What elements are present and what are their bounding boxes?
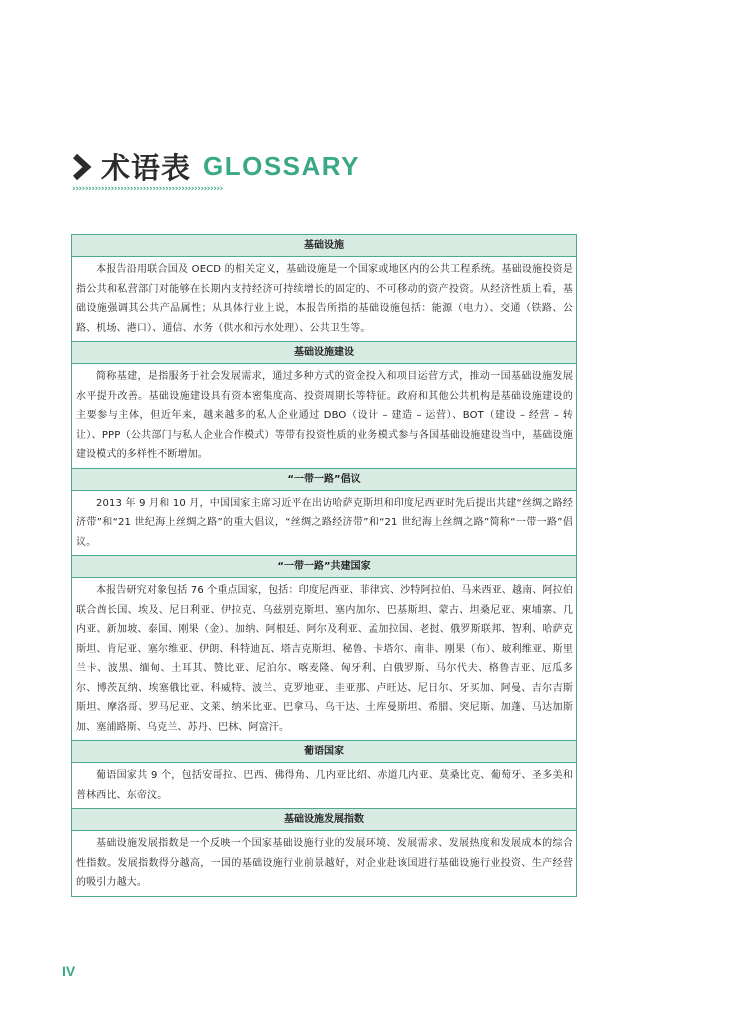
section-heading: 基础设施发展指数 [72, 808, 576, 830]
page-title: 术语表 [101, 151, 192, 185]
section-heading: “一带一路”共建国家 [72, 555, 576, 577]
section-body: 本报告沿用联合国及 OECD 的相关定义，基础设施是一个国家或地区内的公共工程系统。基础设施投资是指公共和私营部门对能够在长期内支持经济可持续增长的固定的、不可移动的资产投资。从经济性质上看，基础设施强调其公共产品属性；从具体行业上说，本报告所指的基础设施包括：能源（电力）、交通（铁路、公路、机场、港口）、通信、水务（供水和污水处理）、公共卫生等。 [72, 256, 576, 341]
chevron-divider: ››››››››››››››››››››››››››››››››››››››››››››››› [72, 184, 223, 194]
section-body: 本报告研究对象包括 76 个重点国家，包括：印度尼西亚、菲律宾、沙特阿拉伯、马来西亚、越南、阿拉伯联合酋长国、埃及、尼日利亚、伊拉克、乌兹别克斯坦、塞内加尔、巴基斯坦、蒙古、坦桑尼亚、柬埔寨、几内亚、新加坡、泰国、刚果（金）、加纳、阿根廷、阿尔及利亚、孟加拉国、老挝、俄罗斯联邦、智利、哈萨克斯坦、肯尼亚、塞尔维亚、伊朗、科特迪瓦、塔吉克斯坦、秘鲁、卡塔尔、南非、刚果（布）、玻利维亚、斯里兰卡、波黑、缅甸、土耳其、赞比亚、尼泊尔、喀麦隆、匈牙利、白俄罗斯、马尔代夫、格鲁吉亚、厄瓜多尔、博茨瓦纳、埃塞俄比亚、科威特、波兰、克罗地亚、圭亚那、卢旺达、尼日尔、牙买加、阿曼、吉尔吉斯斯坦、摩洛哥、罗马尼亚、文莱、纳米比亚、巴拿马、乌干达、土库曼斯坦、希腊、突尼斯、加蓬、马达加斯加、塞浦路斯、乌克兰、苏丹、巴林、阿富汗。 [72, 577, 576, 740]
page-title-english: GLOSSARY [203, 151, 360, 181]
section-heading: 基础设施 [72, 235, 576, 256]
section-body: 葡语国家共 9 个，包括安哥拉、巴西、佛得角、几内亚比绍、赤道几内亚、莫桑比克、葡萄牙、圣多美和普林西比、东帝汶。 [72, 762, 576, 808]
section-heading: “一带一路”倡议 [72, 468, 576, 490]
section-body: 2013 年 9 月和 10 月，中国国家主席习近平在出访哈萨克斯坦和印度尼西亚时先后提出共建“丝绸之路经济带”和“21 世纪海上丝绸之路”的重大倡议，“丝绸之路经济带”和“21 世纪海上丝绸之路”简称“一带一路”倡议。 [72, 490, 576, 556]
chevron-right-icon [71, 152, 93, 182]
section-body: 基础设施发展指数是一个反映一个国家基础设施行业的发展环境、发展需求、发展热度和发展成本的综合性指数。发展指数得分越高，一国的基础设施行业前景越好，对企业赴该国进行基础设施行业投资、生产经营的吸引力越大。 [72, 830, 576, 896]
section-body: 简称基建，是指服务于社会发展需求，通过多种方式的资金投入和项目运营方式，推动一国基础设施发展水平提升改善。基础设施建设具有资本密集度高、投资周期长等特征。政府和其他公共机构是基础设施建设的主要参与主体，但近年来，越来越多的私人企业通过 DBO（设计 – 建造 – 运营）、BOT（建设 – 经营 – 转让）、PPP（公共部门与私人企业合作模式）等带有投资性质的业务模式参与各国基础设施建设当中，基础设施建设模式的多样性不断增加。 [72, 363, 576, 468]
glossary-table [71, 234, 577, 897]
page-header [71, 146, 360, 187]
section-heading: 葡语国家 [72, 740, 576, 762]
page-number: IV [62, 963, 76, 979]
section-heading: 基础设施建设 [72, 341, 576, 363]
